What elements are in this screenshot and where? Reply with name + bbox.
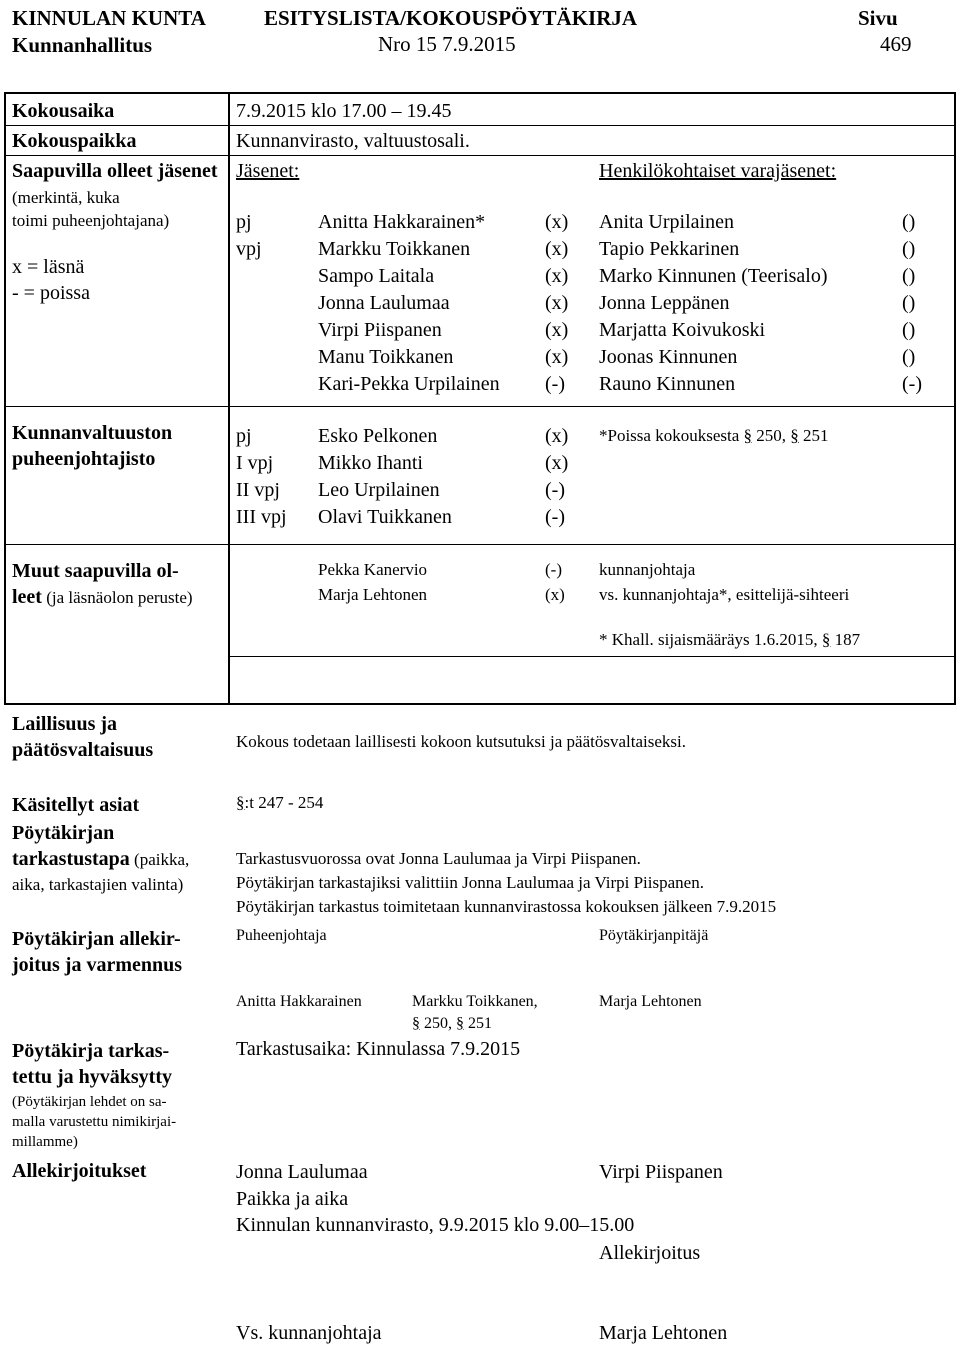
member-name: Manu Toikkanen (318, 346, 454, 368)
attendees-label-bold: Saapuvilla olleet jäsenet (12, 160, 218, 182)
council-role: II vpj (236, 479, 280, 501)
council-attendance: (-) (545, 479, 565, 501)
other-name: Marja Lehtonen (318, 585, 428, 604)
member-attendance: (x) (545, 211, 569, 233)
other-role: kunnanjohtaja (599, 560, 696, 579)
member-name: Markku Toikkanen (318, 238, 471, 260)
table-left-border (4, 92, 6, 704)
member-attendance: (-) (545, 373, 565, 395)
deputy-attendance: () (902, 211, 916, 233)
signing-label-1: Pöytäkirjan allekir- (12, 928, 181, 950)
secretary-name: Marja Lehtonen (599, 993, 702, 1010)
note-text: *Poissa kokouksesta (599, 426, 744, 445)
section-symbol: § (743, 426, 752, 445)
handled-label: Käsitellyt asiat (12, 794, 140, 816)
deputy-name: Anita Urpilainen (599, 211, 734, 233)
reviewer-2-name: Virpi Piispanen (599, 1161, 723, 1183)
handled-value (236, 792, 323, 814)
member-attendance: (x) (545, 238, 569, 260)
review-time: Tarkastusaika: Kinnulassa 7.9.2015 (236, 1038, 521, 1060)
body-name: Kunnanhallitus (12, 33, 153, 57)
place-time-label: Paikka ja aika (236, 1188, 349, 1210)
review-label-rest: (paikka, (129, 850, 190, 869)
members-header: Jäsenet: (236, 160, 300, 182)
table-bottom-border (4, 703, 956, 705)
org-name: KINNULAN KUNTA (12, 6, 206, 30)
deputy-attendance: () (902, 346, 916, 368)
meeting-number: Nro 15 7.9.2015 (378, 32, 516, 56)
row-divider (4, 406, 956, 407)
row-divider (4, 125, 956, 126)
deputy-name: Tapio Pekkarinen (599, 238, 740, 260)
approved-label-1: Pöytäkirja tarkas- (12, 1040, 170, 1062)
note-text: 251 (464, 1015, 492, 1032)
approved-note-2: malla varustettu nimikirjai- (12, 1114, 177, 1130)
signature-label: Allekirjoitus (599, 1242, 701, 1264)
approved-note-1: (Pöytäkirjan lehdet on sa- (12, 1094, 167, 1110)
approved-note-3: millamme) (12, 1134, 78, 1150)
deputy-attendance: () (902, 292, 916, 314)
attendees-label-note2: toimi puheenjohtajana) (12, 211, 170, 230)
footnote-text: 187 (830, 630, 861, 649)
handled-range: :t 247 - 254 (244, 793, 324, 812)
table-top-border (4, 92, 956, 94)
others-label-rest: (ja läsnäolon peruste) (41, 588, 193, 607)
council-name: Esko Pelkonen (318, 425, 438, 447)
other-role: vs. kunnanjohtaja*, esittelijä-sihteeri (599, 585, 850, 604)
review-line-3: Pöytäkirjan tarkastus toimitetaan kunnanvirastossa kokouksen jälkeen 7.9.2015 (236, 897, 777, 916)
council-name: Mikko Ihanti (318, 452, 423, 474)
section-symbol: § (236, 793, 245, 812)
deputy-attendance: (-) (902, 373, 922, 395)
member-attendance: (x) (545, 346, 569, 368)
section-symbol: § (412, 1015, 420, 1032)
chair-label: Puheenjohtaja (236, 927, 327, 944)
signer-title: Vs. kunnanjohtaja (236, 1322, 382, 1344)
note-text: 250, (752, 426, 791, 445)
member-name: Virpi Piispanen (318, 319, 442, 341)
member-name: Jonna Laulumaa (318, 292, 450, 314)
signing-label-2: joitus ja varmennus (12, 954, 183, 976)
council-role: III vpj (236, 506, 287, 528)
meeting-place-value: Kunnanvirasto, valtuustosali. (236, 130, 470, 152)
section-symbol: § (456, 1015, 464, 1032)
deputy-name: Marjatta Koivukoski (599, 319, 766, 341)
meeting-time-value: 7.9.2015 klo 17.00 – 19.45 (236, 100, 452, 122)
deputy-name: Joonas Kinnunen (599, 346, 738, 368)
note-text: 251 (798, 426, 829, 445)
deputies-header: Henkilökohtaiset varajäsenet: (599, 160, 837, 182)
member-name: Anitta Hakkarainen* (318, 211, 486, 233)
place-time-value: Kinnulan kunnanvirasto, 9.9.2015 klo 9.00–15.00 (236, 1214, 635, 1236)
page-number: 469 (880, 32, 912, 56)
member-attendance: (x) (545, 265, 569, 287)
review-label-bold: tarkastustapa (12, 848, 130, 870)
council-attendance: (x) (545, 452, 569, 474)
review-label-1: Pöytäkirjan (12, 822, 115, 844)
review-label-3: aika, tarkastajien valinta) (12, 875, 184, 894)
member-attendance: (x) (545, 292, 569, 314)
substitute-footnote (599, 629, 860, 651)
meeting-place-label: Kokouspaikka (12, 130, 137, 152)
row-divider (4, 544, 956, 545)
chair-name: Anitta Hakkarainen (236, 993, 362, 1010)
other-name: Pekka Kanervio (318, 560, 428, 579)
review-line-1: Tarkastusvuorossa ovat Jonna Laulumaa ja Virpi Piispanen. (236, 849, 641, 868)
deputy-attendance: () (902, 238, 916, 260)
council-label-1: Kunnanvaltuuston (12, 422, 173, 444)
member-name: Kari-Pekka Urpilainen (318, 373, 500, 395)
others-label-2 (12, 586, 193, 609)
reviewer-1-name: Jonna Laulumaa (236, 1161, 368, 1183)
legend-absent: - = poissa (12, 282, 90, 304)
review-label-2 (12, 848, 189, 871)
member-name: Sampo Laitala (318, 265, 435, 287)
page-label: Sivu (858, 6, 898, 30)
document-type: ESITYSLISTA/KOKOUSPÖYTÄKIRJA (264, 6, 638, 30)
legality-label-2: päätösvaltaisuus (12, 739, 154, 761)
council-attendance: (-) (545, 506, 565, 528)
attendees-label-note: (merkintä, kuka (12, 188, 120, 207)
others-label-1: Muut saapuvilla ol- (12, 560, 179, 582)
signatures-label: Allekirjoitukset (12, 1160, 147, 1182)
council-role: I vpj (236, 452, 274, 474)
deputy-name: Rauno Kinnunen (599, 373, 736, 395)
council-role: pj (236, 425, 252, 447)
legality-label-1: Laillisuus ja (12, 713, 118, 735)
attendees-label (12, 158, 222, 211)
second-signer-note (412, 1013, 492, 1035)
signer-name: Marja Lehtonen (599, 1322, 728, 1344)
row-divider (228, 656, 956, 657)
second-signer-name: Markku Toikkanen, (412, 993, 538, 1010)
table-right-border (954, 92, 956, 704)
meeting-time-label: Kokousaika (12, 100, 115, 122)
approved-label-2: tettu ja hyväksytty (12, 1066, 172, 1088)
council-absence-note (599, 425, 829, 447)
member-role: vpj (236, 238, 262, 260)
note-text: 250, (420, 1015, 456, 1032)
row-divider (4, 155, 956, 156)
others-label-bold: leet (12, 586, 42, 608)
legality-text: Kokous todetaan laillisesti kokoon kutsutuksi ja päätösvaltaiseksi. (236, 732, 686, 751)
deputy-attendance: () (902, 319, 916, 341)
section-symbol: § (821, 630, 831, 649)
council-attendance: (x) (545, 425, 569, 447)
deputy-name: Marko Kinnunen (Teerisalo) (599, 265, 828, 287)
member-attendance: (x) (545, 319, 569, 341)
secretary-label: Pöytäkirjanpitäjä (599, 927, 709, 944)
council-label-2: puheenjohtajisto (12, 448, 156, 470)
other-attendance: (-) (545, 560, 562, 579)
column-divider (228, 92, 230, 704)
footnote-text: * Khall. sijaismääräys 1.6.2015, (599, 630, 822, 649)
council-name: Olavi Tuikkanen (318, 506, 452, 528)
review-line-2: Pöytäkirjan tarkastajiksi valittiin Jonna Laulumaa ja Virpi Piispanen. (236, 873, 704, 892)
section-symbol: § (790, 426, 799, 445)
council-name: Leo Urpilainen (318, 479, 440, 501)
member-role: pj (236, 211, 252, 233)
deputy-attendance: () (902, 265, 916, 287)
legend-present: x = läsnä (12, 256, 85, 278)
other-attendance: (x) (545, 585, 565, 604)
deputy-name: Jonna Leppänen (599, 292, 730, 314)
